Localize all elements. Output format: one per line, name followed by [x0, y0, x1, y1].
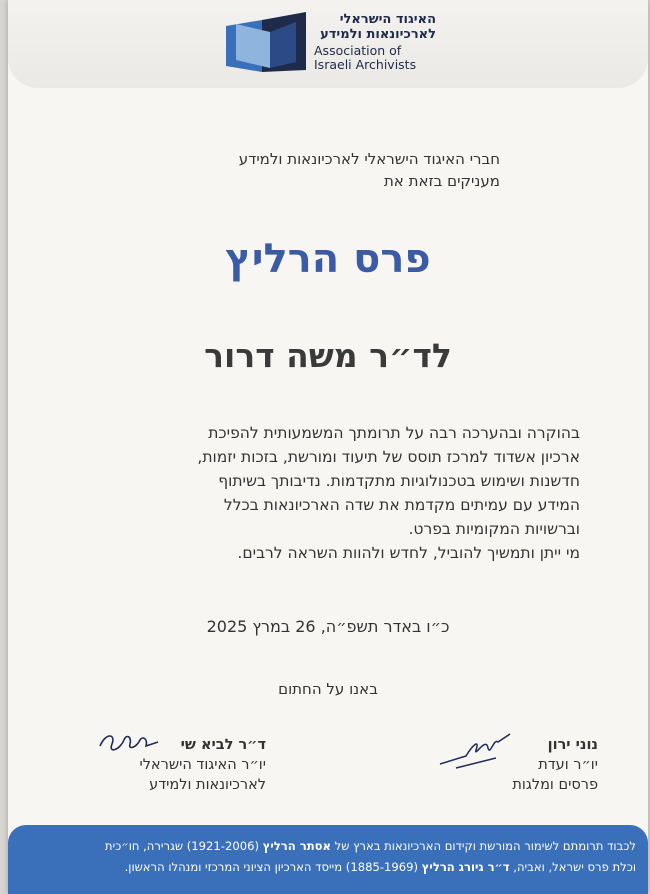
certificate-sheet	[8, 0, 648, 894]
signatory-right-name: נוני ירון	[547, 737, 598, 753]
archive-logo-icon	[226, 10, 312, 72]
signatory-left	[96, 735, 266, 795]
footer-line1-a: לכבוד תרומתם לשימור המורשת וקידום הארכיונאות בארץ של	[331, 839, 636, 853]
footer-line1-b: (1921-2006) שגרירה, חו״כית	[104, 839, 263, 853]
citation-line6: מי ייתן ותמשיך להוביל, לחדש ולהוות השראה לרבים.	[237, 544, 580, 562]
signatory-right-title1: יו״ר ועדת	[538, 757, 598, 773]
logo-hebrew-line2: לארכיונאות ולמידע	[320, 27, 436, 42]
citation-line1: בהוקרה ובהערכה רבה על תרומתך המשמעותית להפיכת	[208, 424, 580, 442]
header-band	[8, 0, 648, 88]
signatory-left-title1: יו״ר האיגוד הישראלי	[139, 757, 266, 773]
signed-by-label: באנו על החתום	[278, 680, 378, 698]
logo-english-text	[314, 44, 416, 72]
logo-hebrew-text	[306, 12, 436, 42]
recipient-name: לד״ר משה דרור	[204, 336, 452, 375]
footer-dedication	[8, 825, 648, 894]
footer-name-georg: ד״ר גיורג הרליץ	[421, 860, 510, 874]
intro-line1: חברי האיגוד הישראלי לארכיונאות ולמידע	[238, 150, 500, 168]
citation-line2: ארכיון אשדוד למרכז תוסס של תיעוד ומורשת, בזכות יזמות,	[197, 448, 580, 466]
signatory-right	[428, 735, 598, 795]
footer-line2-a: וכלת פרס ישראל, ואביה,	[509, 860, 636, 874]
signatory-left-title2: לארכיונאות ולמידע	[149, 777, 266, 793]
intro-line2: מעניקים בזאת את	[383, 172, 500, 190]
logo-english-line2: Israeli Archivists	[314, 57, 417, 72]
footer-line1	[20, 836, 636, 857]
logo-english-line1: Association of	[314, 43, 402, 58]
footer-name-esther: אסתר הרליץ	[262, 839, 331, 853]
intro-text	[140, 148, 500, 192]
award-date: כ״ו באדר תשפ״ה, 26 במרץ 2025	[206, 617, 450, 636]
citation-line5: וברשויות המקומיות בפרט.	[408, 520, 580, 538]
citation-text	[88, 421, 580, 565]
footer-text	[20, 836, 636, 878]
citation-line4: המידע עם עמיתים מקדמת את שדה הארכיונאות בכלל	[223, 496, 580, 514]
prize-title: פרס הרליץ	[225, 236, 431, 282]
logo-hebrew-line1: האיגוד הישראלי	[339, 12, 436, 27]
footer-line2-b: (1885-1969) מייסד הארכיון הציוני המרכזי ומנהלו הראשון.	[124, 860, 422, 874]
signatory-left-name: ד״ר לביא שי	[180, 737, 266, 753]
citation-line3: חדשנות ושימוש בטכנולוגיות מתקדמות. נדיבותך בשיתוף	[218, 472, 580, 490]
signatory-right-title2: פרסים ומלגות	[512, 777, 598, 793]
association-logo	[226, 10, 436, 80]
footer-line2	[20, 857, 636, 878]
